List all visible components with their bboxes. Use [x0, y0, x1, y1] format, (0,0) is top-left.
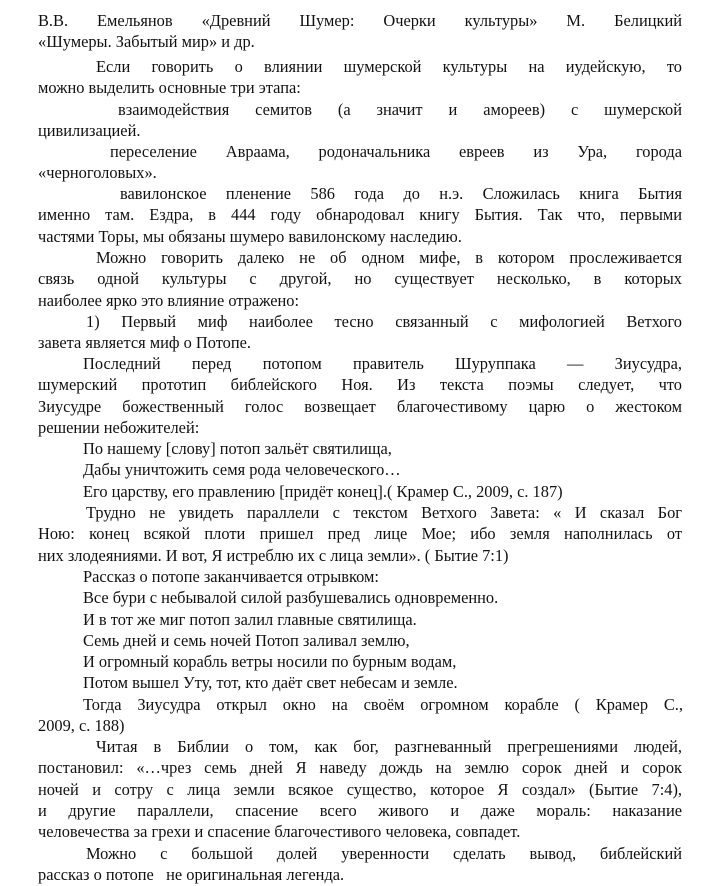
- paragraph-myths: [38, 247, 682, 311]
- text-line: взаимодействия семитов (а значит и амореев) с шумерской: [118, 100, 682, 119]
- text-line: частями Торы, мы обязаны шумеро вавилонскому наследию.: [38, 226, 462, 246]
- text-line: завета является миф о Потопе.: [38, 333, 251, 353]
- text-line: Можно с большой долей уверенности сделать вывод, библейский: [86, 844, 682, 863]
- text-line: можно выделить основные три этапа:: [38, 78, 301, 98]
- paragraph-genesis-parallel: [38, 502, 682, 566]
- text-line: ночей и сотру с лица земли всякое существо, которое Я создал» (Бытие 7:4),: [38, 779, 682, 799]
- quote-poem-2: [83, 566, 683, 715]
- paragraph-bible-reading: [38, 736, 682, 842]
- text-line: 2009, с. 188): [38, 716, 125, 735]
- paragraph-stage-2: [38, 141, 682, 184]
- text-line: Последний перед потопом правитель Шуруппака — Зиусудра,: [83, 354, 682, 373]
- quote-line: Рассказ о потопе заканчивается отрывком:: [83, 567, 379, 586]
- quote-line: Все бури с небывалой силой разбушевались одновременно.: [83, 588, 499, 608]
- text-line: шумерский прототип библейского Ноя. Из текста поэмы следует, что: [38, 375, 682, 395]
- text-line: рассказ о потопе не оригинальная легенда.: [38, 865, 345, 885]
- quote-line: Тогда Зиусудра открыл окно на своём огромном корабле ( Крамер С.,: [83, 694, 683, 714]
- text-line: В.В. Емельянов «Древний Шумер: Очерки культуры» М. Белицкий: [38, 11, 682, 30]
- text-line: Читая в Библии о том, как бог, разгневанный прегрешениями людей,: [96, 737, 682, 756]
- quote-line: Семь дней и семь ночей Потоп заливал землю,: [83, 630, 410, 650]
- text-line: решении небожителей:: [38, 417, 200, 437]
- paragraph-ziusudra: [38, 353, 682, 438]
- paragraph-conclusion: [38, 843, 682, 886]
- quote-poem-1: [83, 438, 683, 502]
- paragraph-first-myth: [38, 311, 682, 354]
- text-line: именно там. Ездра, в 444 году обнародовал книгу Бытия. Так что, первыми: [38, 205, 682, 225]
- text-line: связь одной культуры с другой, но существует несколько, в которых: [38, 269, 682, 289]
- text-line: цивилизацией.: [38, 121, 141, 141]
- text-line: Трудно не увидеть параллели с текстом Ветхого Завета: « И сказал Бог: [86, 503, 682, 522]
- paragraph-stages-intro: [38, 56, 682, 99]
- text-line: Ною: конец всякой плоти пришел пред лице Мое; ибо земля наполнилась от: [38, 524, 682, 544]
- quote-line: Его царству, его правлению [придёт конец].( Крамер С., 2009, с. 187): [83, 481, 563, 501]
- paragraph-stage-3: [38, 183, 682, 247]
- paragraph-sources: [38, 10, 682, 53]
- text-line: Можно говорить далеко не об одном мифе, в котором прослеживается: [96, 248, 682, 267]
- quote-line: По нашему [слову] потоп зальёт святилища,: [83, 439, 392, 458]
- text-line: переселение Авраама, родоначальника евреев из Ура, города: [110, 142, 682, 161]
- text-line: «Шумеры. Забытый мир» и др.: [38, 32, 255, 52]
- quote-line: И в тот же миг потоп залил главные святилища.: [83, 609, 417, 629]
- quote-citation-cont: [38, 715, 682, 736]
- quote-line: Дабы уничтожить семя рода человеческого…: [83, 460, 401, 480]
- text-line: постановил: «…чрез семь дней Я наведу дождь на землю сорок дней и сорок: [38, 758, 682, 778]
- text-line: 1) Первый миф наиболее тесно связанный с мифологией Ветхого: [86, 312, 682, 331]
- quote-line: И огромный корабль ветры носили по бурным водам,: [83, 652, 457, 672]
- text-line: и другие параллели, спасение всего живого и даже мораль: наказание: [38, 800, 682, 820]
- text-line: Зиусудре божественный голос возвещает благочестивому царю о жестоком: [38, 396, 682, 416]
- text-line: вавилонское пленение 586 года до н.э. Сложилась книга Бытия: [120, 184, 682, 203]
- text-line: человечества за грехи и спасение благочестивого человека, совпадет.: [38, 822, 521, 842]
- text-line: наиболее ярко это влияние отражено:: [38, 290, 300, 310]
- quote-line: Потом вышел Уту, тот, кто даёт свет небесам и земле.: [83, 673, 458, 693]
- text-line: них злодеяниями. И вот, Я истреблю их с лица земли». ( Бытие 7:1): [38, 545, 509, 565]
- text-line: «черноголовых».: [38, 163, 157, 183]
- text-line: Если говорить о влиянии шумерской культуры на иудейскую, то: [96, 57, 682, 76]
- paragraph-stage-1: [38, 99, 682, 142]
